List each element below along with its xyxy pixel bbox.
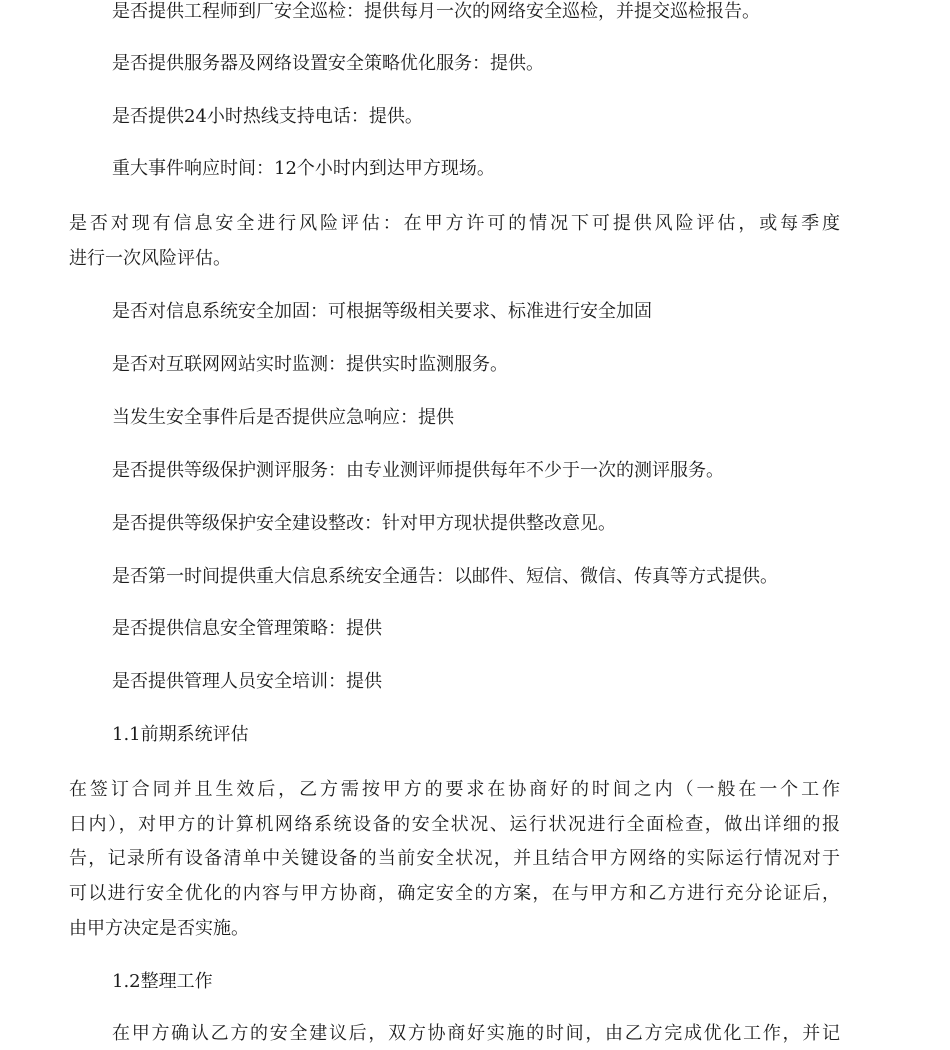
paragraph-line: 是否对互联网网站实时监测：提供实时监测服务。 (112, 354, 508, 375)
paragraph-line: 是否提供管理人员安全培训：提供 (112, 671, 382, 692)
paragraph-line: 是否提供服务器及网络设置安全策略优化服务：提供。 (112, 53, 544, 74)
paragraph-line: 重大事件响应时间：12个小时内到达甲方现场。 (112, 158, 495, 179)
section-heading: 1.1前期系统评估 (112, 724, 249, 745)
paragraph-line: 是否提供信息安全管理策略：提供 (112, 618, 382, 639)
paragraph-line: 是否提供24小时热线支持电话：提供。 (112, 106, 423, 127)
paragraph-line: 在签订合同并且生效后，乙方需按甲方的要求在协商好的时间之内（一般在一个工作 (69, 779, 840, 800)
paragraph-line: 是否对信息系统安全加固：可根据等级相关要求、标准进行安全加固 (112, 301, 652, 322)
paragraph-line: 是否第一时间提供重大信息系统安全通告：以邮件、短信、微信、传真等方式提供。 (112, 566, 778, 587)
paragraph-line: 日内），对甲方的计算机网络系统设备的安全状况、运行状况进行全面检查，做出详细的报 (69, 814, 840, 835)
paragraph-line: 由甲方决定是否实施。 (69, 918, 249, 939)
paragraph-line: 可以进行安全优化的内容与甲方协商，确定安全的方案，在与甲方和乙方进行充分论证后， (69, 883, 840, 904)
paragraph-line: 是否提供等级保护安全建设整改：针对甲方现状提供整改意见。 (112, 513, 616, 534)
section-heading: 1.2整理工作 (112, 971, 213, 992)
paragraph-line: 当发生安全事件后是否提供应急响应：提供 (112, 407, 454, 428)
paragraph-line: 在甲方确认乙方的安全建议后，双方协商好实施的时间，由乙方完成优化工作，并记 (112, 1023, 840, 1044)
paragraph-line: 是否提供工程师到厂安全巡检：提供每月一次的网络安全巡检，并提交巡检报告。 (112, 1, 760, 22)
paragraph-line: 进行一次风险评估。 (69, 248, 231, 269)
paragraph-line: 告，记录所有设备清单中关键设备的当前安全状况，并且结合甲方网络的实际运行情况对于 (69, 848, 840, 869)
paragraph-line: 是否对现有信息安全进行风险评估：在甲方许可的情况下可提供风险评估，或每季度 (69, 213, 840, 234)
paragraph-line: 是否提供等级保护测评服务：由专业测评师提供每年不少于一次的测评服务。 (112, 460, 724, 481)
